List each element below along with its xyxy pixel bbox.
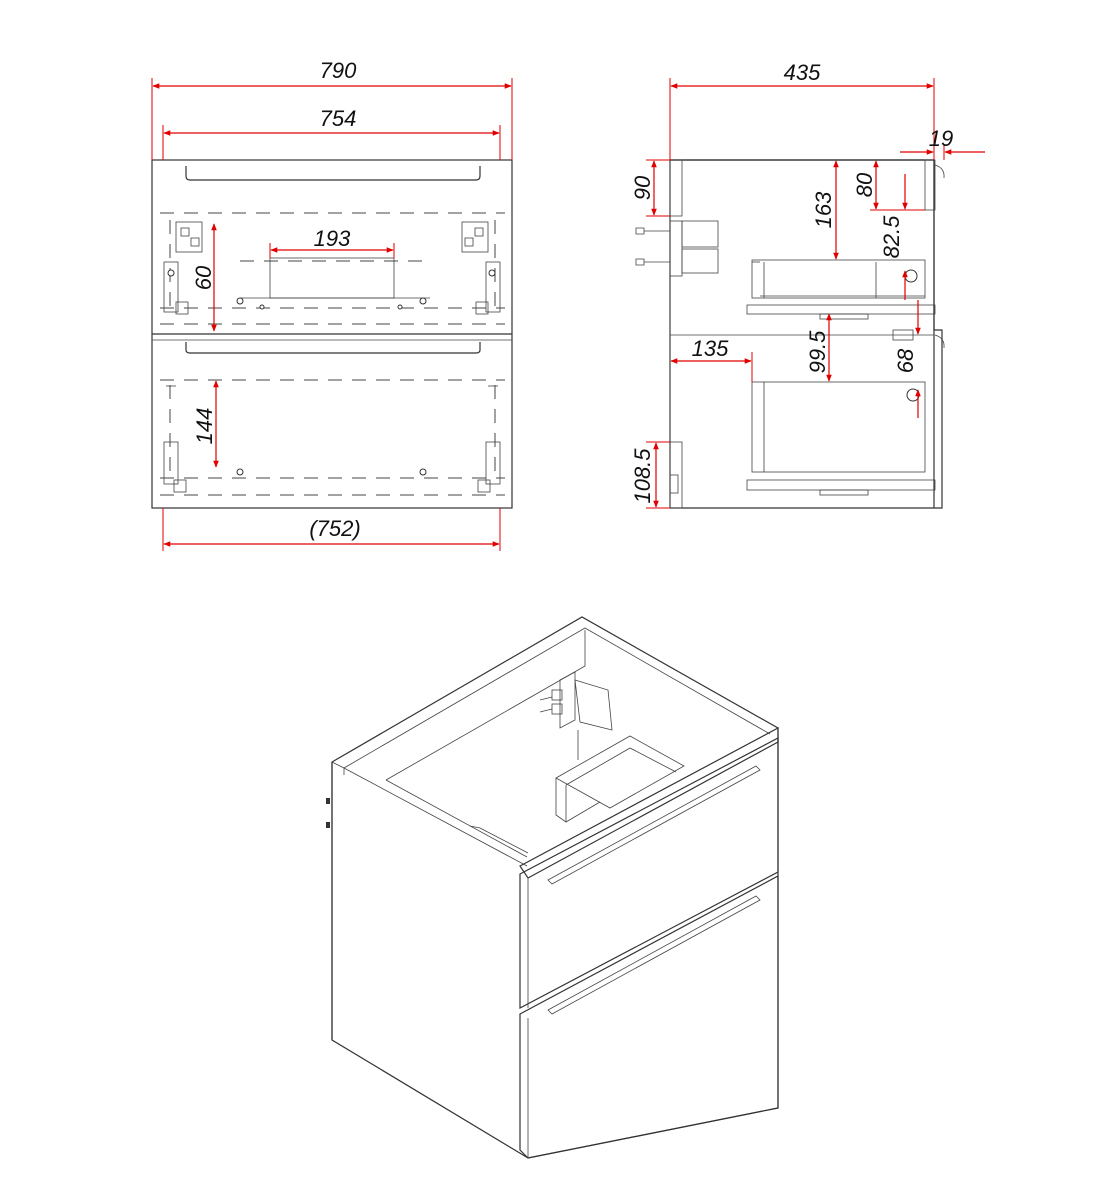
upper-handle-slot bbox=[186, 166, 480, 180]
right-bracket-lower bbox=[478, 386, 500, 492]
side-view bbox=[636, 160, 944, 508]
dim-82-5-label: 82.5 bbox=[879, 215, 904, 259]
dim-19-label: 19 bbox=[928, 126, 954, 151]
dim-144-label: 144 bbox=[192, 407, 217, 445]
dim-60-label: 60 bbox=[191, 265, 216, 291]
side-dimensions bbox=[630, 60, 985, 508]
isometric-outline bbox=[332, 617, 778, 1158]
dim-135-label: 135 bbox=[691, 336, 729, 361]
dim-193-label: 193 bbox=[313, 226, 351, 251]
lower-handle-slot bbox=[186, 342, 480, 353]
dim-99-5-label: 99.5 bbox=[805, 330, 830, 374]
wall-bracket bbox=[636, 221, 718, 276]
right-bracket-upper bbox=[462, 222, 500, 314]
dim-435-label: 435 bbox=[783, 60, 821, 85]
iso-top-rail bbox=[520, 728, 778, 878]
dim-90-label: 90 bbox=[630, 175, 655, 201]
dim-752-label: (752) bbox=[309, 516, 361, 541]
dim-108-5-label: 108.5 bbox=[630, 448, 655, 504]
iso-upper-drawer bbox=[520, 738, 778, 1008]
dim-68-label: 68 bbox=[893, 348, 918, 374]
upper-drawer-side bbox=[747, 260, 935, 340]
left-bracket-lower bbox=[164, 386, 186, 492]
isometric-view bbox=[326, 617, 778, 1158]
lower-drawer-side bbox=[747, 382, 935, 495]
dim-754-label: 754 bbox=[319, 106, 357, 131]
iso-lower-drawer bbox=[520, 876, 778, 1158]
dim-80-label: 80 bbox=[852, 172, 877, 198]
dim-163-label: 163 bbox=[811, 191, 836, 229]
front-dimensions bbox=[152, 58, 512, 551]
front-view bbox=[152, 160, 512, 508]
iso-wall-bracket bbox=[540, 672, 612, 730]
dim-790-label: 790 bbox=[319, 58, 357, 83]
drain-cutout bbox=[270, 258, 394, 298]
top-rail bbox=[670, 160, 682, 216]
